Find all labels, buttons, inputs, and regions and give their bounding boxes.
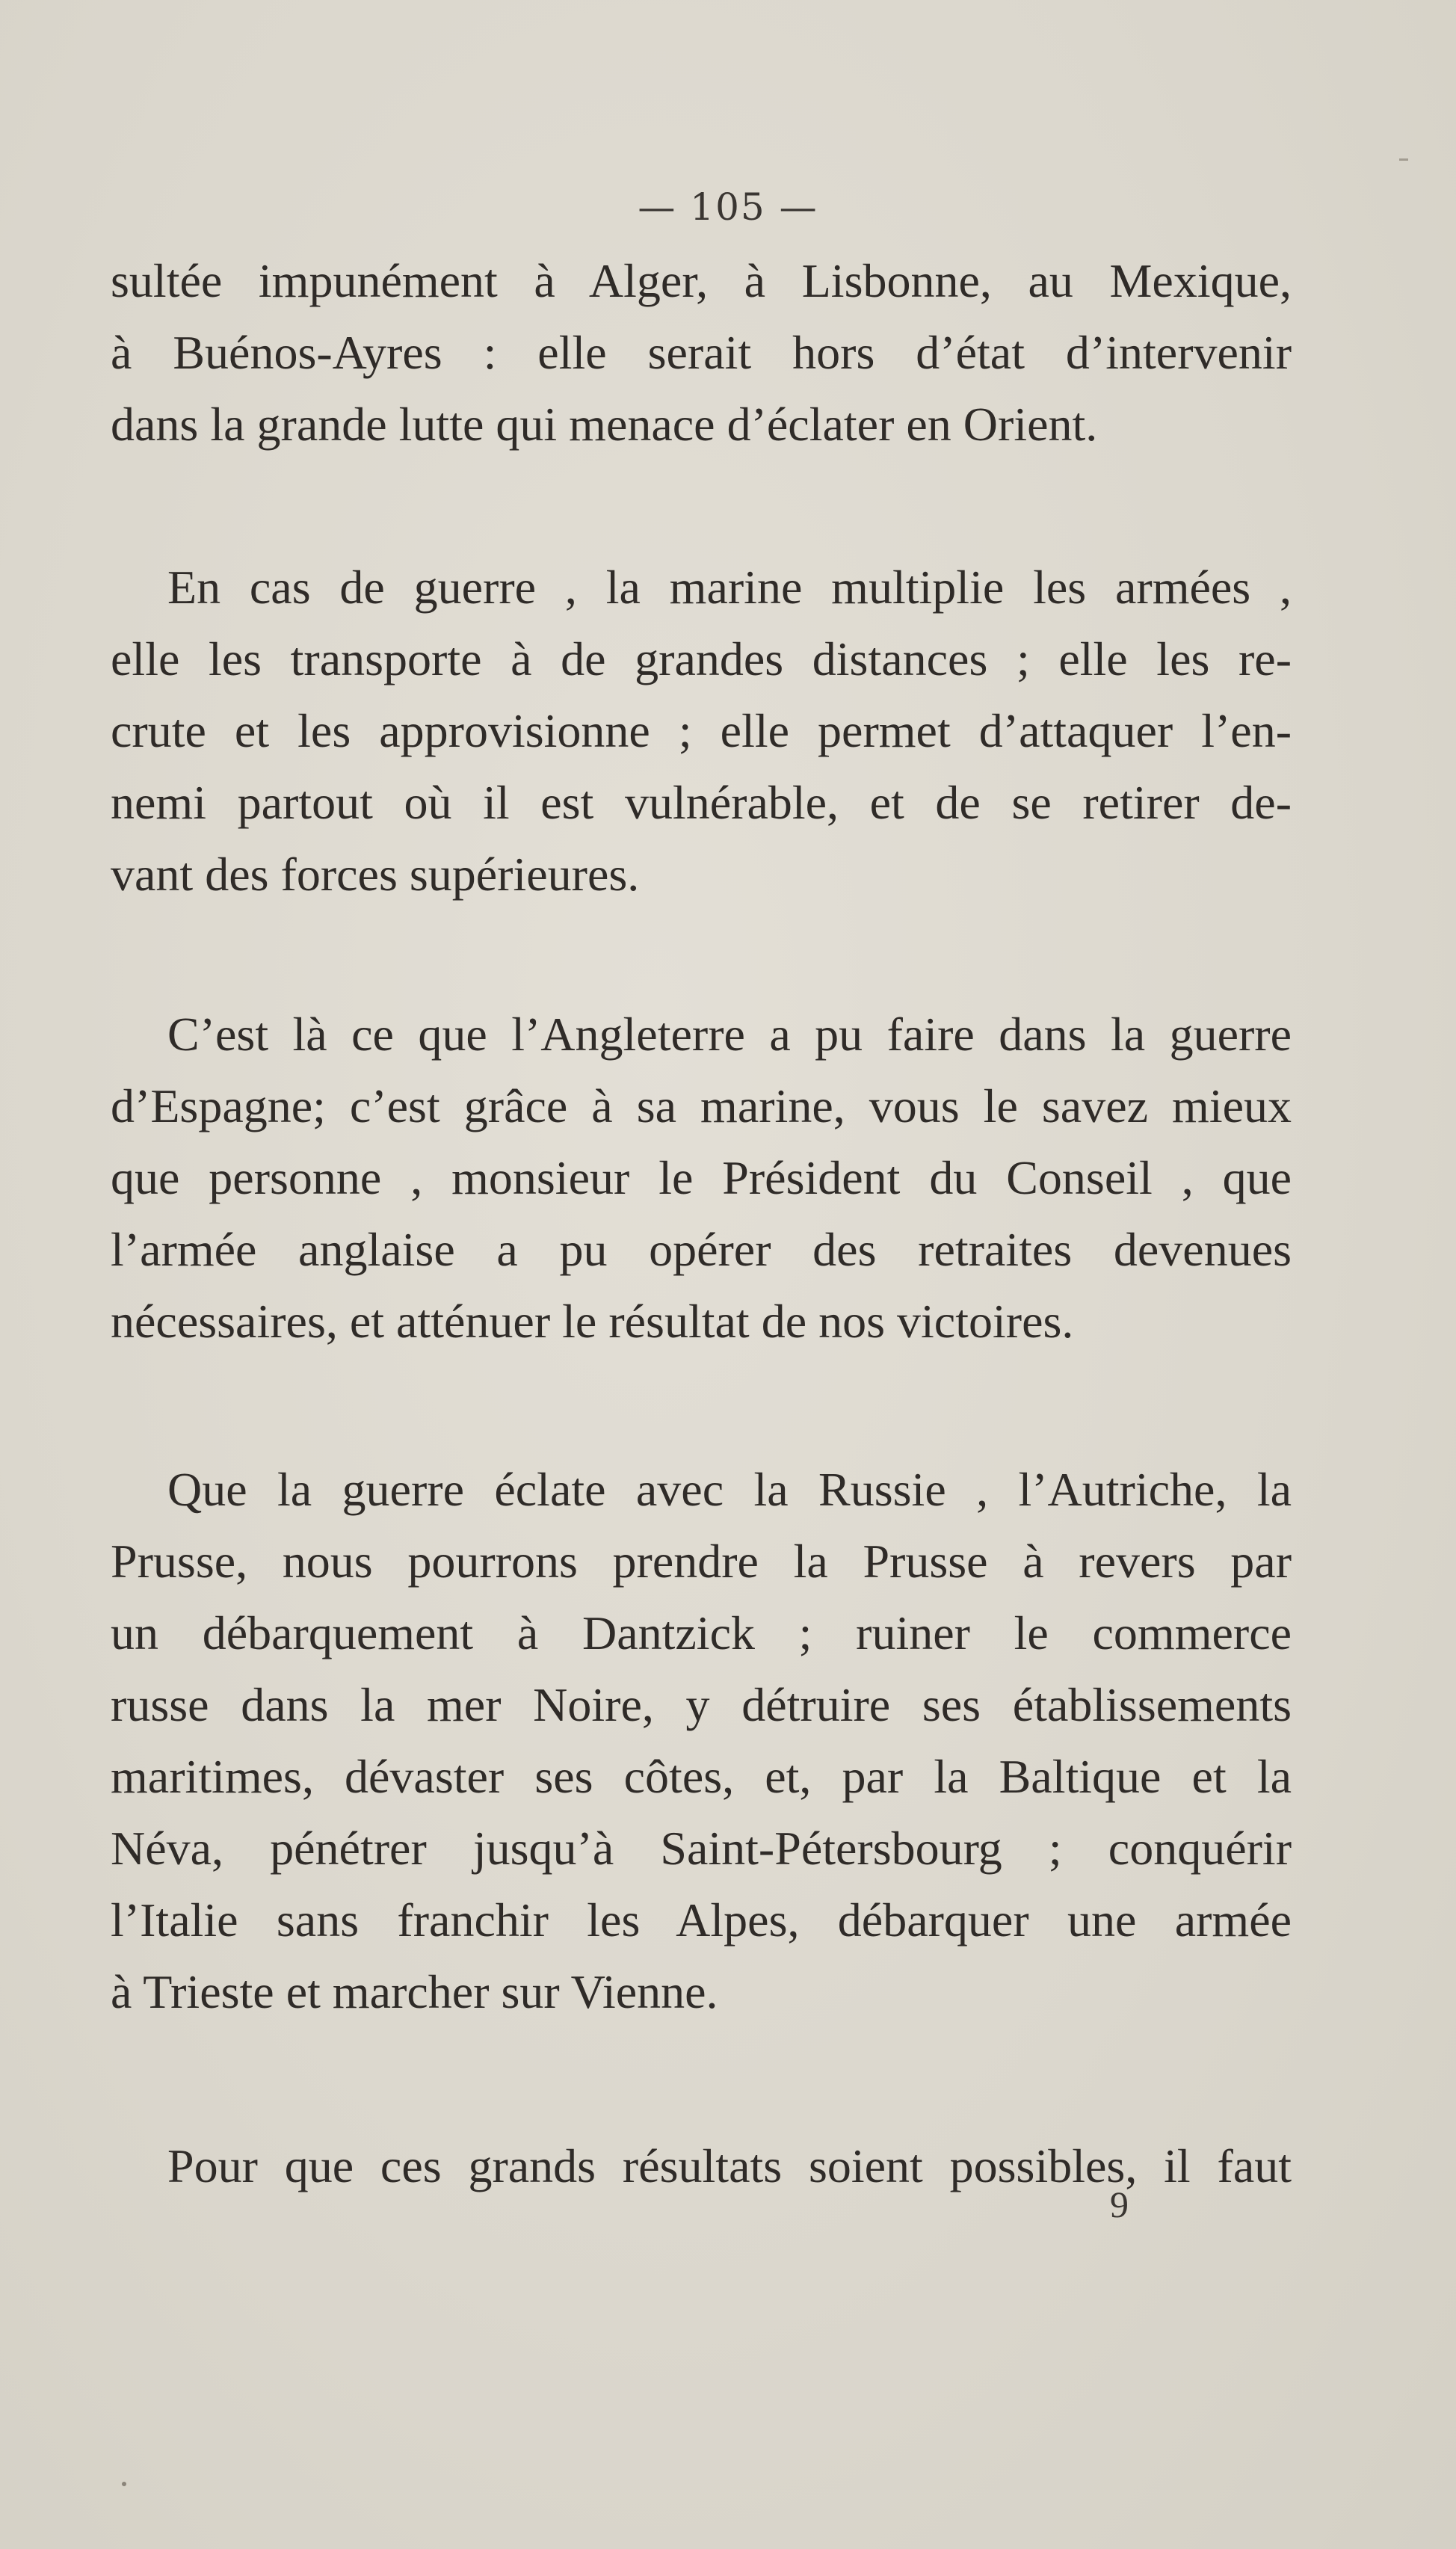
text-line: l’armée anglaise a pu opérer des retraites devenues [111, 1223, 1292, 1276]
text-line: d’Espagne; c’est grâce à sa marine, vous le savez mieux [111, 1079, 1292, 1132]
page-number-header: — 105 — [638, 185, 818, 229]
text-line: russe dans la mer Noire, y détruire ses établissements [111, 1678, 1292, 1731]
text-line: maritimes, dévaster ses côtes, et, par la Baltique et la [111, 1750, 1292, 1803]
text-line: à Trieste et marcher sur Vienne. [111, 1965, 718, 2018]
text-line: l’Italie sans franchir les Alpes, débarquer une armée [111, 1893, 1292, 1947]
ink-dot [122, 2482, 126, 2486]
text-line: dans la grande lutte qui menace d’éclater en Orient. [111, 398, 1098, 451]
text-line: que personne , monsieur le Président du Conseil , que [111, 1151, 1292, 1204]
text-line: Que la guerre éclate avec la Russie , l’Autriche, la [167, 1463, 1292, 1516]
paragraph-3 [111, 999, 1292, 1357]
text-line: un débarquement à Dantzick ; ruiner le commerce [111, 1606, 1292, 1659]
paragraph-4 [111, 1454, 1292, 2028]
text-line: elle les transporte à de grandes distances ; elle les re- [111, 632, 1292, 685]
text-line: nécessaires, et atténuer le résultat de nos victoires. [111, 1295, 1074, 1348]
signature-mark: 9 [1110, 2183, 1129, 2225]
text-line: sultée impunément à Alger, à Lisbonne, au Mexique, [111, 254, 1292, 307]
text-line: à Buénos-Ayres : elle serait hors d’état d’intervenir [111, 326, 1292, 379]
text-line: vant des forces supérieures. [111, 848, 640, 901]
text-line: crute et les approvisionne ; elle permet d’attaquer l’en- [111, 704, 1292, 757]
paragraph-1 [111, 245, 1292, 460]
text-line: Néva, pénétrer jusqu’à Saint-Pétersbourg ; conquérir [111, 1822, 1292, 1875]
text-line: C’est là ce que l’Angleterre a pu faire dans la guerre [167, 1008, 1292, 1061]
text-line: En cas de guerre , la marine multiplie les armées , [167, 561, 1292, 614]
text-line: nemi partout où il est vulnérable, et de se retirer de- [111, 776, 1292, 829]
text-line: Pour que ces grands résultats soient possibles, il faut [167, 2139, 1292, 2192]
margin-mark [1399, 158, 1408, 161]
text-line: Prusse, nous pourrons prendre la Prusse à revers par [111, 1535, 1292, 1588]
paragraph-2 [111, 552, 1292, 910]
